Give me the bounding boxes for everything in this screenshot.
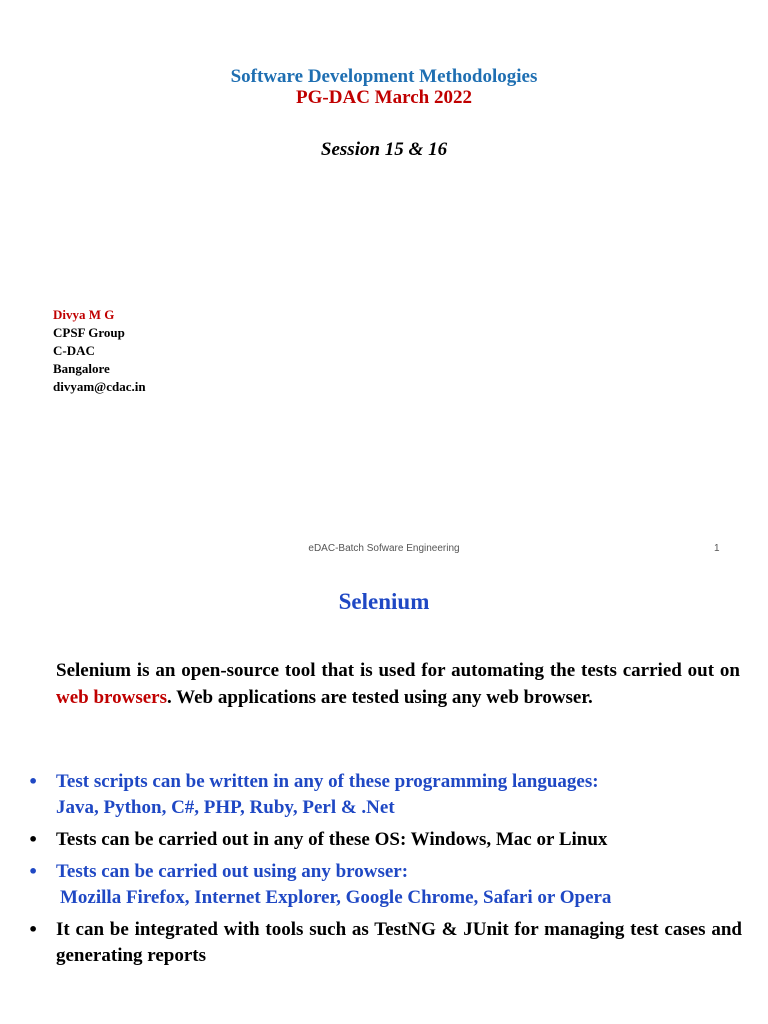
slide-footer: eDAC-Batch Sofware Engineering — [308, 543, 460, 554]
intro-paragraph — [56, 657, 740, 711]
paragraph-highlight: web browsers — [56, 687, 168, 708]
list-item-line2: Mozilla Firefox, Internet Explorer, Google Chrome, Safari or Opera — [60, 887, 612, 908]
page-number: 1 — [714, 543, 720, 554]
list-item-line1: Tests can be carried out in any of these OS: Windows, Mac or Linux — [56, 829, 608, 850]
paragraph-text-part2: . Web applications are tested using any web browser. — [167, 687, 593, 708]
content-slide — [0, 572, 768, 1024]
author-org: C-DAC — [53, 343, 95, 358]
author-group: CPSF Group — [53, 325, 125, 340]
bullet-icon: • — [28, 830, 39, 849]
list-item — [28, 859, 742, 911]
author-block — [53, 306, 146, 396]
bullet-icon: • — [28, 920, 39, 939]
bullet-icon: • — [28, 862, 39, 881]
feature-list — [28, 769, 742, 975]
list-item-line2: Java, Python, C#, PHP, Ruby, Perl & .Net — [56, 797, 395, 818]
author-name: Divya M G — [53, 307, 115, 322]
session-label: Session 15 & 16 — [320, 139, 448, 160]
list-item — [28, 917, 742, 969]
batch-title: PG-DAC March 2022 — [296, 87, 472, 108]
list-item-line1: Test scripts can be written in any of these programming languages: — [56, 771, 599, 792]
list-item-line1: Tests can be carried out using any browser: — [56, 861, 409, 882]
slide-title: Selenium — [338, 589, 430, 614]
bullet-icon: • — [28, 772, 39, 791]
author-city: Bangalore — [53, 361, 110, 376]
course-title: Software Development Methodologies — [230, 66, 538, 87]
author-email: divyam@cdac.in — [53, 379, 146, 394]
list-item — [28, 769, 742, 821]
paragraph-text-part1: Selenium is an open-source tool that is used for automating the tests carried out on — [56, 660, 740, 681]
list-item-line1: It can be integrated with tools such as TestNG & JUnit for managing test cases and generating reports — [56, 919, 742, 966]
list-item — [28, 827, 742, 853]
